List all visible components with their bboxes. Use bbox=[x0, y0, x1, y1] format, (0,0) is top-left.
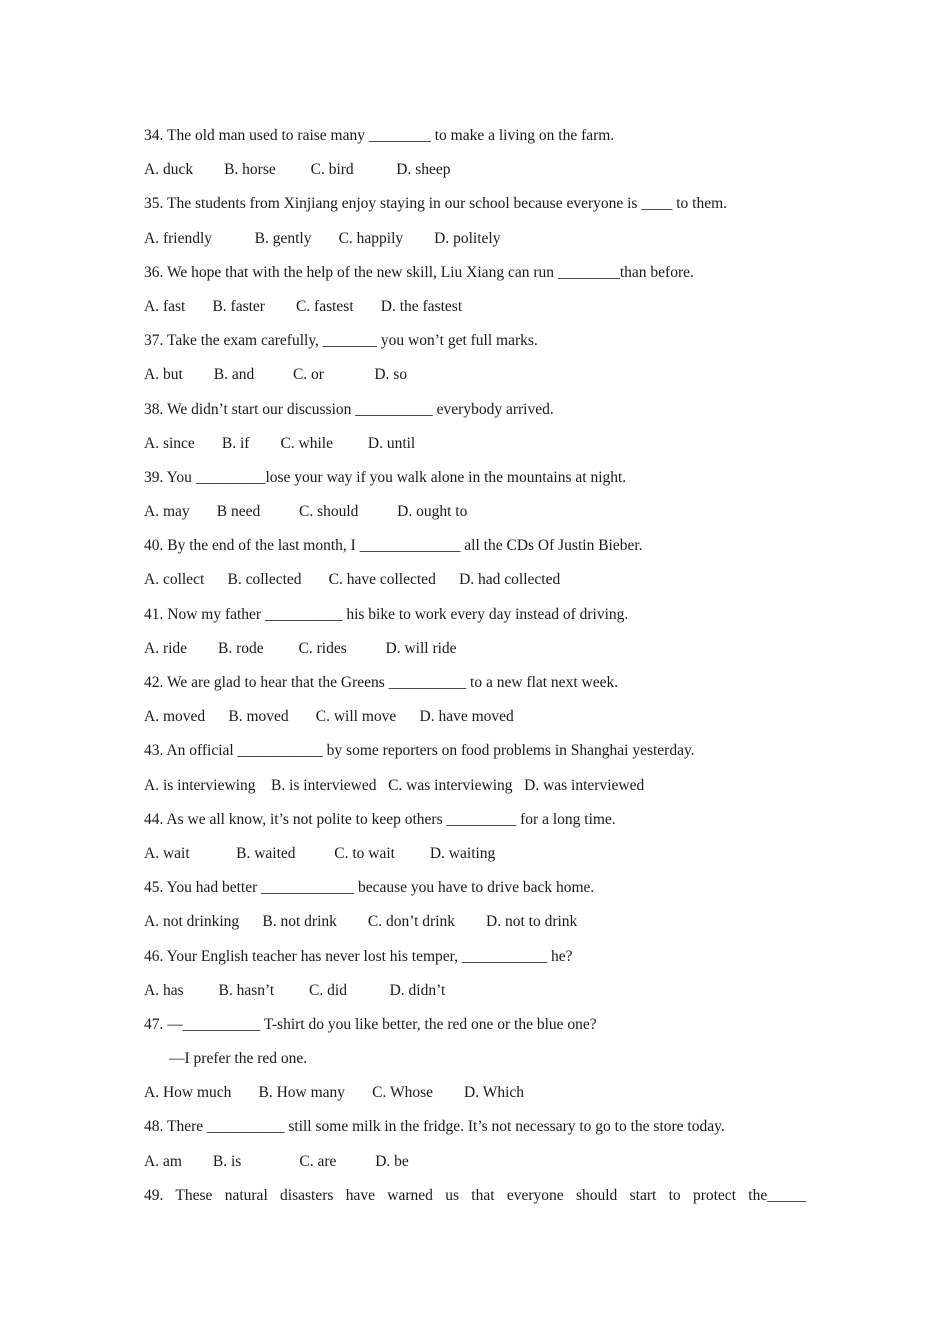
options-41: A. ride B. rode C. rides D. will ride bbox=[144, 639, 457, 657]
question-38: 38. We didn’t start our discussion __________ everybody arrived. bbox=[144, 400, 554, 418]
question-37: 37. Take the exam carefully, _______ you won’t get full marks. bbox=[144, 332, 538, 350]
options-35: A. friendly B. gently C. happily D. politely bbox=[144, 229, 501, 247]
question-42: 42. We are glad to hear that the Greens __________ to a new flat next week. bbox=[144, 674, 619, 691]
question-45: 45. You had better ____________ because you have to drive back home. bbox=[144, 879, 595, 897]
question-49: 49. These natural disasters have warned us that everyone should start to protect the_____ bbox=[144, 1186, 806, 1204]
question-35: 35. The students from Xinjiang enjoy staying in our school because everyone is ____ to them. bbox=[144, 195, 728, 213]
options-46: A. has B. hasn’t C. did D. didn’t bbox=[144, 981, 446, 999]
question-48: 48. There __________ still some milk in the fridge. It’s not necessary to go to the store today. bbox=[144, 1118, 725, 1136]
options-36: A. fast B. faster C. fastest D. the fastest bbox=[144, 297, 463, 315]
options-40: A. collect B. collected C. have collected D. had collected bbox=[144, 571, 561, 589]
question-39: 39. You _________lose your way if you walk alone in the mountains at night. bbox=[144, 468, 627, 486]
question-43: 43. An official ___________ by some reporters on food problems in Shanghai yesterday. bbox=[144, 742, 695, 760]
question-41: 41. Now my father __________ his bike to work every day instead of driving. bbox=[144, 605, 629, 623]
options-47: A. How much B. How many C. Whose D. Which bbox=[144, 1084, 525, 1102]
options-38: A. since B. if C. while D. until bbox=[144, 434, 416, 452]
options-42: A. moved B. moved C. will move D. have moved bbox=[144, 708, 514, 726]
options-39: A. may B need C. should D. ought to bbox=[144, 503, 468, 521]
question-40: 40. By the end of the last month, I _____________ all the CDs Of Justin Bieber. bbox=[144, 537, 643, 555]
options-43: A. is interviewing B. is interviewed C. was interviewing D. was interviewed bbox=[144, 776, 645, 794]
options-48: A. am B. is C. are D. be bbox=[144, 1152, 409, 1170]
options-34: A. duck B. horse C. bird D. sheep bbox=[144, 161, 451, 179]
question-47: 47. —__________ T-shirt do you like better, the red one or the blue one? bbox=[144, 1015, 597, 1033]
reply-47: —I prefer the red one. bbox=[169, 1050, 308, 1068]
options-37: A. but B. and C. or D. so bbox=[144, 366, 408, 384]
exam-page bbox=[144, 119, 806, 1213]
options-44: A. wait B. waited C. to wait D. waiting bbox=[144, 844, 496, 862]
question-46: 46. Your English teacher has never lost his temper, ___________ he? bbox=[144, 947, 573, 965]
question-36: 36. We hope that with the help of the new skill, Liu Xiang can run ________than before. bbox=[144, 263, 694, 281]
options-45: A. not drinking B. not drink C. don’t drink D. not to drink bbox=[144, 913, 578, 931]
question-34: 34. The old man used to raise many ________ to make a living on the farm. bbox=[144, 127, 615, 144]
question-44: 44. As we all know, it’s not polite to keep others _________ for a long time. bbox=[144, 810, 616, 828]
